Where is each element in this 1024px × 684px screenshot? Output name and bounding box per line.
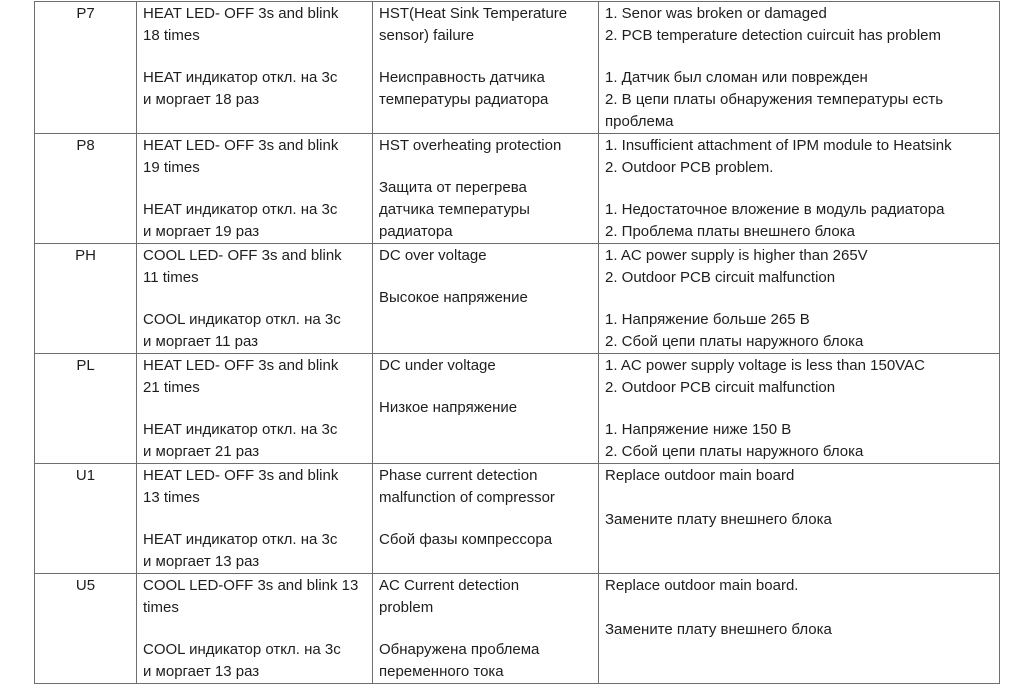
text-line: 1. Напряжение больше 265 В — [605, 311, 810, 328]
spacer — [143, 289, 366, 309]
text-line: DC under voltage — [379, 357, 496, 374]
error-code-cell — [35, 134, 137, 244]
text-line: 2. Сбой цепи платы наружного блока — [605, 443, 864, 460]
fault-description-cell — [373, 244, 599, 354]
spacer — [605, 47, 993, 67]
text-line: 1. Insufficient attachment of IPM module to Heatsink — [605, 137, 952, 154]
text-line: 21 times — [143, 379, 200, 396]
text-line: HEAT индикатор откл. на 3с — [143, 421, 338, 438]
spacer — [143, 399, 366, 419]
text-line: 1. Недостаточное вложение в модуль радиатора — [605, 201, 945, 218]
led-indication-cell — [137, 244, 373, 354]
text-line: HST overheating protection — [379, 137, 562, 154]
text-line: HEAT LED- OFF 3s and blink — [143, 467, 339, 484]
text-line: 11 times — [143, 269, 199, 286]
text-line: 2. Outdoor PCB problem. — [605, 159, 774, 176]
solution-cell — [599, 574, 1000, 684]
table-row — [35, 574, 1000, 684]
error-code: U5 — [75, 577, 96, 594]
table-row — [35, 134, 1000, 244]
text-line: 1. AC power supply voltage is less than 150VAC — [605, 357, 925, 374]
text-line: Замените плату внешнего блока — [605, 511, 832, 528]
solution-cell — [599, 2, 1000, 134]
text-line: sensor) failure — [379, 27, 475, 44]
text-line: HEAT LED- OFF 3s and blink — [143, 357, 339, 374]
text-line: 19 times — [143, 159, 200, 176]
error-code-cell — [35, 244, 137, 354]
text-line: COOL LED-OFF 3s and blink 13 — [143, 577, 359, 594]
error-code-cell — [35, 574, 137, 684]
text-line: Низкое напряжение — [379, 399, 518, 416]
solution-cell — [599, 354, 1000, 464]
spacer — [379, 47, 592, 67]
text-line: 18 times — [143, 27, 200, 44]
text-line: Замените плату внешнего блока — [605, 621, 832, 638]
text-line: и моргает 13 раз — [143, 553, 260, 570]
text-line: COOL индикатор откл. на 3с — [143, 641, 341, 658]
solution-cell — [599, 244, 1000, 354]
text-line: Phase current detection — [379, 467, 538, 484]
text-line: times — [143, 599, 179, 616]
text-line: проблема — [605, 113, 674, 130]
spacer — [379, 267, 592, 287]
text-line: problem — [379, 599, 434, 616]
text-line: 2. Проблема платы внешнего блока — [605, 223, 856, 240]
text-line: и моргает 11 раз — [143, 333, 259, 350]
spacer — [605, 597, 993, 619]
text-line: Обнаружена проблема — [379, 641, 540, 658]
error-code-cell — [35, 2, 137, 134]
spacer — [605, 399, 993, 419]
text-line: переменного тока — [379, 663, 504, 680]
led-indication-cell — [137, 134, 373, 244]
table-row — [35, 244, 1000, 354]
spacer — [143, 619, 366, 639]
text-line: и моргает 13 раз — [143, 663, 260, 680]
text-line: и моргает 21 раз — [143, 443, 260, 460]
led-indication-cell — [137, 354, 373, 464]
text-line: Защита от перегрева — [379, 179, 527, 196]
text-line: температуры радиатора — [379, 91, 549, 108]
text-line: датчика температуры — [379, 201, 530, 218]
text-line: HEAT индикатор откл. на 3с — [143, 69, 338, 86]
text-line: Сбой фазы компрессора — [379, 531, 553, 548]
text-line: Высокое напряжение — [379, 289, 528, 306]
text-line: HST(Heat Sink Temperature — [379, 5, 568, 22]
text-line: HEAT LED- OFF 3s and blink — [143, 137, 339, 154]
text-line: 1. AC power supply is higher than 265V — [605, 247, 868, 264]
fault-description-cell — [373, 134, 599, 244]
spacer — [605, 289, 993, 309]
spacer — [143, 47, 366, 67]
error-code: U1 — [75, 467, 96, 484]
text-line: радиатора — [379, 223, 453, 240]
led-indication-cell — [137, 574, 373, 684]
text-line: 2. В цепи платы обнаружения температуры есть — [605, 91, 944, 108]
text-line: DC over voltage — [379, 247, 487, 264]
spacer — [605, 487, 993, 509]
text-line: 2. Outdoor PCB circuit malfunction — [605, 379, 836, 396]
text-line: malfunction of compressor — [379, 489, 555, 506]
led-indication-cell — [137, 464, 373, 574]
spacer — [605, 179, 993, 199]
text-line: 2. Outdoor PCB circuit malfunction — [605, 269, 836, 286]
text-line: 13 times — [143, 489, 200, 506]
text-line: 2. Сбой цепи платы наружного блока — [605, 333, 864, 350]
text-line: AC Current detection — [379, 577, 520, 594]
text-line: Replace outdoor main board. — [605, 577, 799, 594]
text-line: 1. Напряжение ниже 150 В — [605, 421, 792, 438]
text-line: Неисправность датчика — [379, 69, 545, 86]
text-line: 2. PCB temperature detection cuircuit has problem — [605, 27, 941, 44]
text-line: HEAT индикатор откл. на 3с — [143, 201, 338, 218]
spacer — [143, 179, 366, 199]
text-line: 1. Датчик был сломан или поврежден — [605, 69, 868, 86]
error-code-cell — [35, 354, 137, 464]
error-code-table-body — [35, 2, 1000, 684]
spacer — [379, 377, 592, 397]
spacer — [379, 157, 592, 177]
fault-description-cell — [373, 464, 599, 574]
error-code: PH — [75, 247, 96, 264]
text-line: 1. Senor was broken or damaged — [605, 5, 827, 22]
solution-cell — [599, 464, 1000, 574]
text-line: COOL индикатор откл. на 3с — [143, 311, 341, 328]
text-line: и моргает 19 раз — [143, 223, 260, 240]
solution-cell — [599, 134, 1000, 244]
table-row — [35, 464, 1000, 574]
fault-description-cell — [373, 574, 599, 684]
table-row — [35, 354, 1000, 464]
text-line: HEAT LED- OFF 3s and blink — [143, 5, 339, 22]
spacer — [143, 509, 366, 529]
error-code: PL — [76, 357, 95, 374]
text-line: COOL LED- OFF 3s and blink — [143, 247, 342, 264]
error-code: P7 — [76, 5, 95, 22]
text-line: Replace outdoor main board — [605, 467, 795, 484]
text-line: HEAT индикатор откл. на 3с — [143, 531, 338, 548]
table-row — [35, 2, 1000, 134]
error-code: P8 — [76, 137, 95, 154]
led-indication-cell — [137, 2, 373, 134]
fault-description-cell — [373, 354, 599, 464]
error-code-table — [34, 1, 1000, 684]
error-code-cell — [35, 464, 137, 574]
spacer — [379, 619, 592, 639]
fault-description-cell — [373, 2, 599, 134]
text-line: и моргает 18 раз — [143, 91, 260, 108]
spacer — [379, 509, 592, 529]
